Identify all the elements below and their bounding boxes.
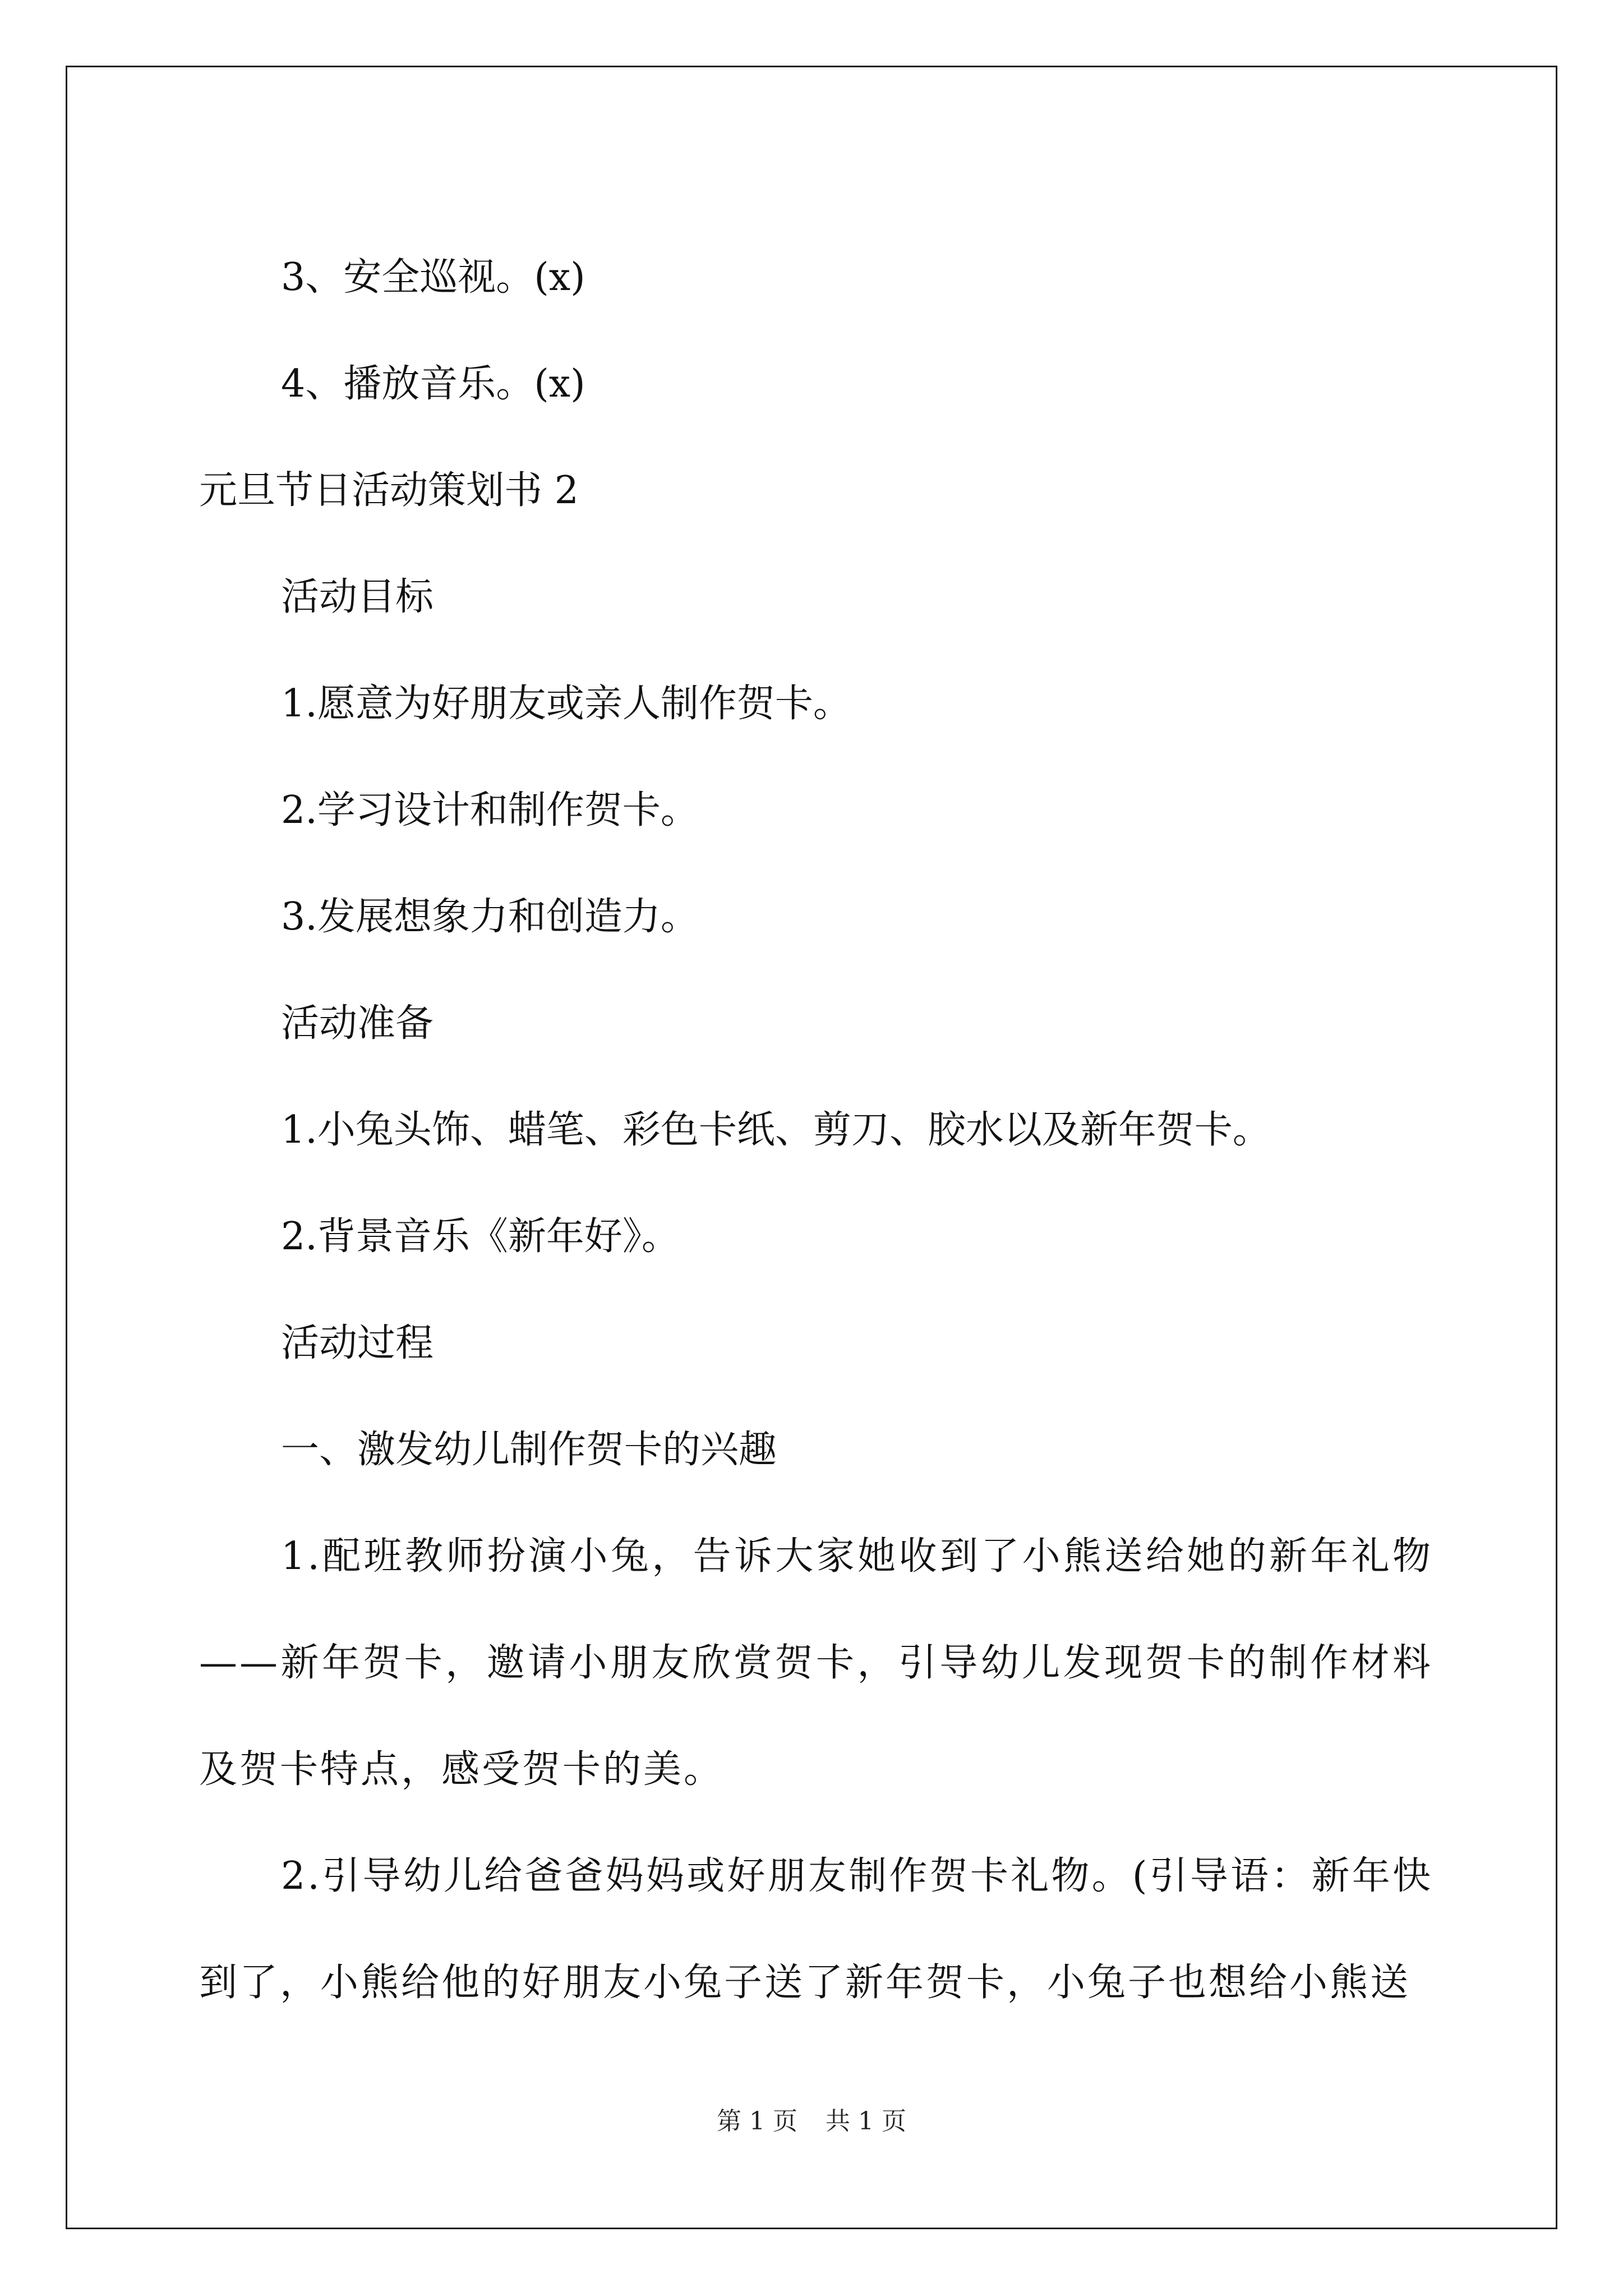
preparation-item-2: 2.背景音乐《新年好》。 (281, 1214, 680, 1259)
document-body (199, 224, 1433, 2036)
preparation-item-1: 1.小兔头饰、蜡笔、彩色卡纸、剪刀、胶水以及新年贺卡。 (281, 1108, 1271, 1152)
heading-activity-preparation: 活动准备 (281, 1001, 434, 1046)
paragraph-safety-patrol: 3、安全巡视。(x) (281, 255, 585, 300)
goal-item-1: 1.愿意为好朋友或亲人制作贺卡。 (281, 682, 851, 726)
process-step-1: 1.配班教师扮演小兔，告诉大家她收到了小熊送给她的新年礼物——新年贺卡，邀请小朋友欣赏贺卡，引导幼儿发现贺卡的制作材料及贺卡特点，感受贺卡的美。 (199, 1534, 1433, 1792)
current-page-number: 第 1 页 (717, 2107, 797, 2136)
total-pages: 共 1 页 (826, 2107, 906, 2136)
page-footer (0, 2101, 1623, 2137)
paragraph-play-music: 4、播放音乐。(x) (281, 362, 585, 406)
process-step-one-heading: 一、激发幼儿制作贺卡的兴趣 (281, 1428, 777, 1472)
heading-activity-process: 活动过程 (281, 1321, 434, 1365)
goal-item-3: 3.发展想象力和创造力。 (281, 895, 699, 939)
section-title: 元旦节日活动策划书 2 (199, 468, 579, 513)
heading-activity-goals: 活动目标 (281, 575, 434, 619)
process-step-2: 2.引导幼儿给爸爸妈妈或好朋友制作贺卡礼物。(引导语：新年快到了，小熊给他的好朋友小兔子送了新年贺卡，小兔子也想给小熊送 (199, 1854, 1433, 2005)
goal-item-2: 2.学习设计和制作贺卡。 (281, 788, 699, 832)
